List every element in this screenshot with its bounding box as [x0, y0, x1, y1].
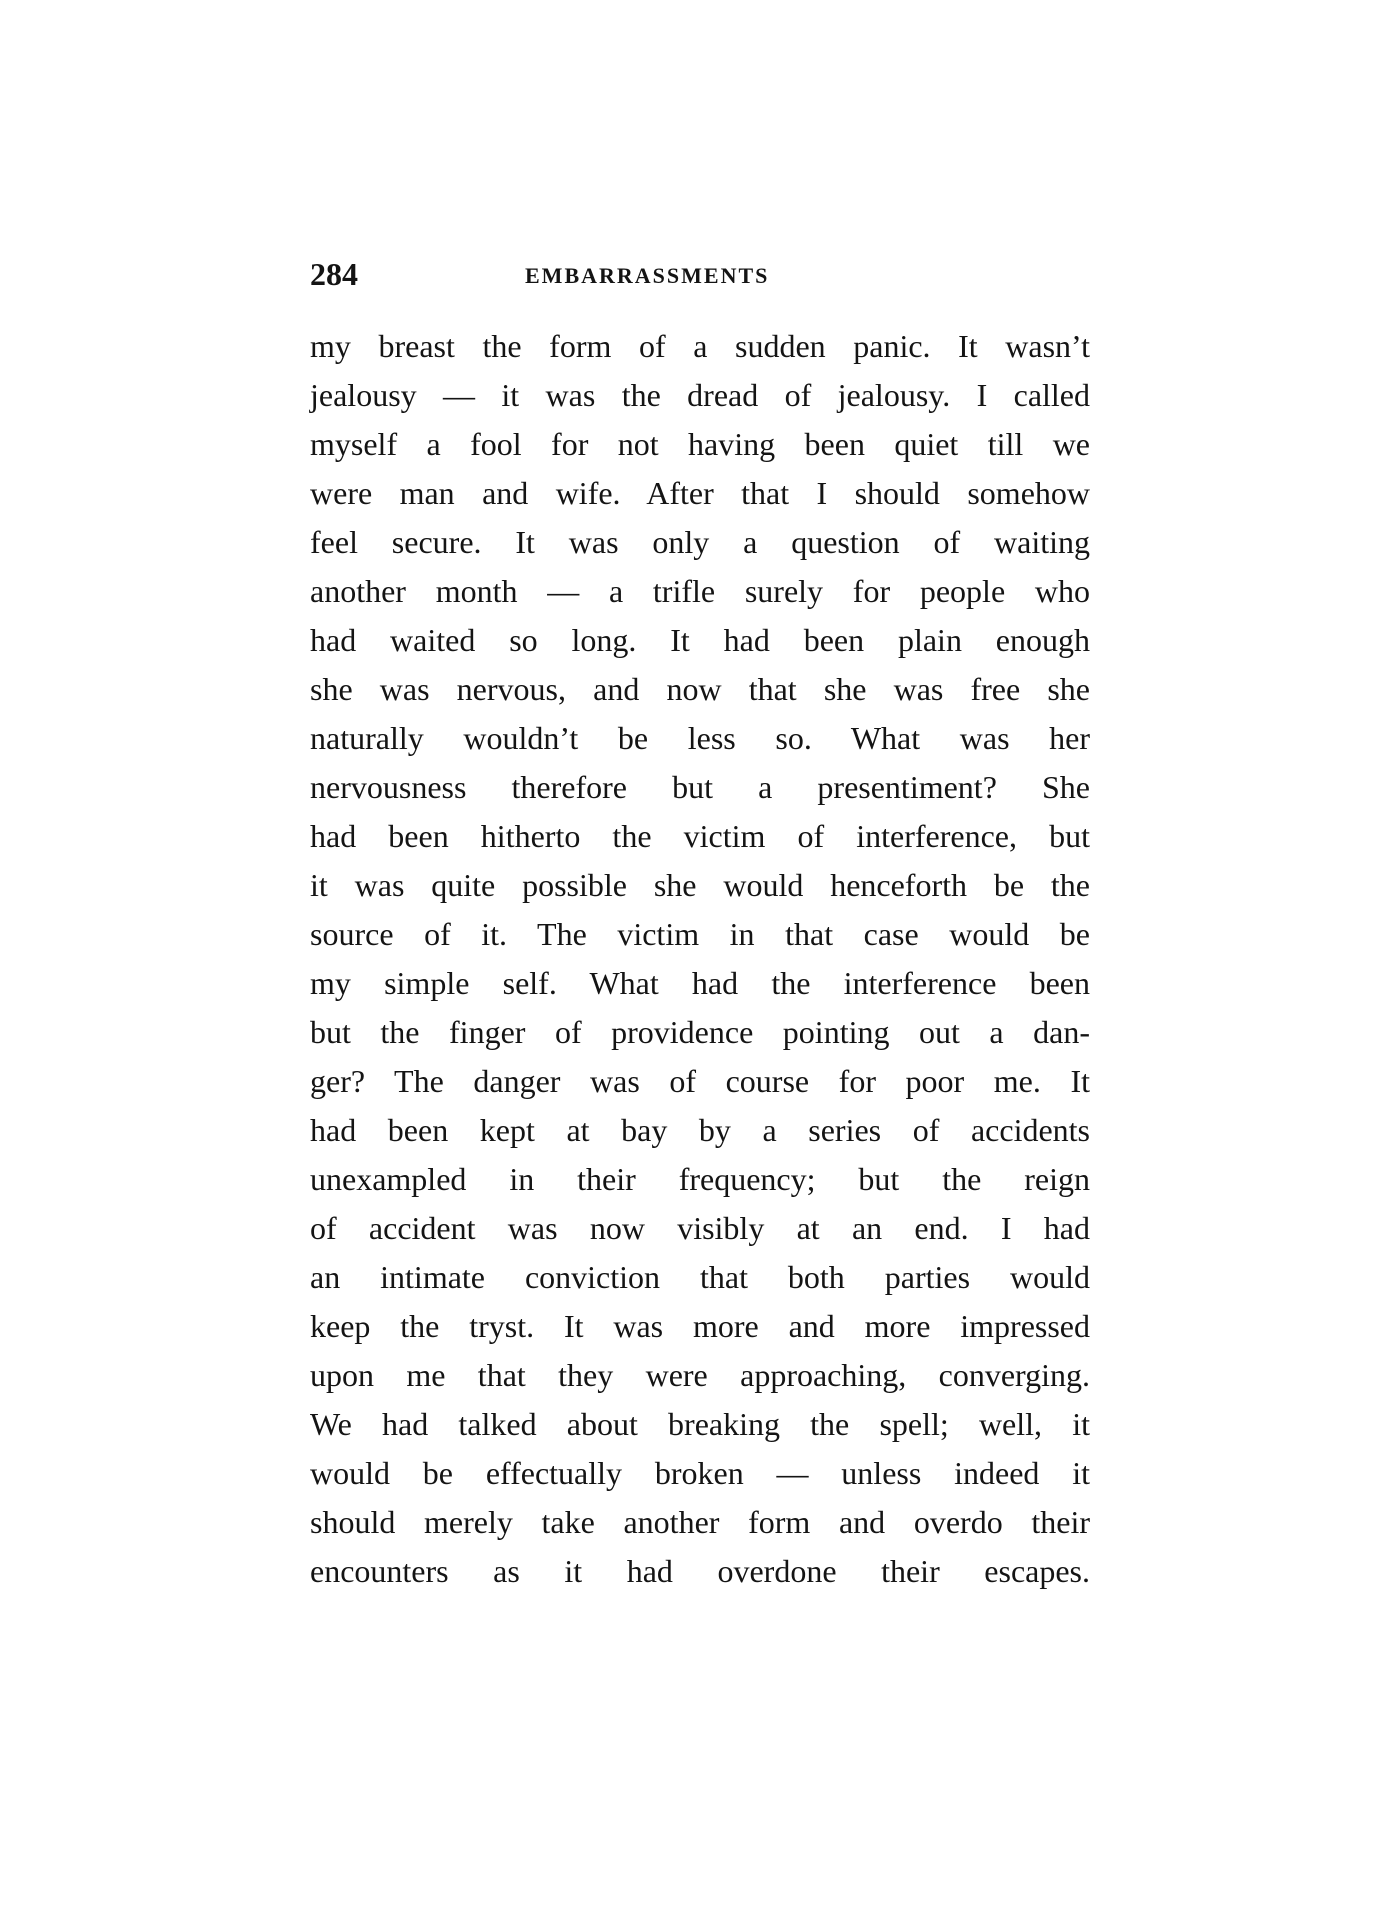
text-line: upon me that they were approaching, converging.	[310, 1357, 1090, 1393]
body-text	[310, 322, 1090, 1596]
text-line: jealousy — it was the dread of jealousy. I called	[310, 377, 1090, 413]
text-line: ger? The danger was of course for poor me. It	[310, 1063, 1090, 1099]
text-line: had been kept at bay by a series of accidents	[310, 1112, 1090, 1148]
running-title: EMBARRASSMENTS	[525, 263, 770, 288]
text-line: keep the tryst. It was more and more impressed	[310, 1308, 1090, 1344]
text-line: feel secure. It was only a question of waiting	[310, 524, 1090, 560]
text-line: had waited so long. It had been plain enough	[310, 622, 1090, 658]
text-line: of accident was now visibly at an end. I had	[310, 1210, 1090, 1246]
text-line: We had talked about breaking the spell; well, it	[310, 1406, 1090, 1442]
text-line: another month — a trifle surely for people who	[310, 573, 1090, 609]
text-line: should merely take another form and overdo their	[310, 1504, 1090, 1540]
text-line: encounters as it had overdone their escapes.	[310, 1553, 1090, 1589]
text-line: source of it. The victim in that case would be	[310, 916, 1090, 952]
running-head	[310, 254, 1090, 294]
text-line: nervousness therefore but a presentiment? She	[310, 769, 1090, 805]
text-line: were man and wife. After that I should somehow	[310, 475, 1090, 511]
text-line: unexampled in their frequency; but the reign	[310, 1161, 1090, 1197]
text-line: had been hitherto the victim of interference, but	[310, 818, 1090, 854]
page-number: 284	[310, 256, 358, 292]
text-line: but the finger of providence pointing out a dan-	[310, 1014, 1090, 1050]
text-line: an intimate conviction that both parties would	[310, 1259, 1090, 1295]
text-line: naturally wouldn’t be less so. What was her	[310, 720, 1090, 756]
text-line: my simple self. What had the interference been	[310, 965, 1090, 1001]
text-line: she was nervous, and now that she was free she	[310, 671, 1090, 707]
text-line: my breast the form of a sudden panic. It wasn’t	[310, 328, 1090, 364]
text-line: myself a fool for not having been quiet till we	[310, 426, 1090, 462]
text-line: it was quite possible she would henceforth be the	[310, 867, 1090, 903]
text-line: would be effectually broken — unless indeed it	[310, 1455, 1090, 1491]
